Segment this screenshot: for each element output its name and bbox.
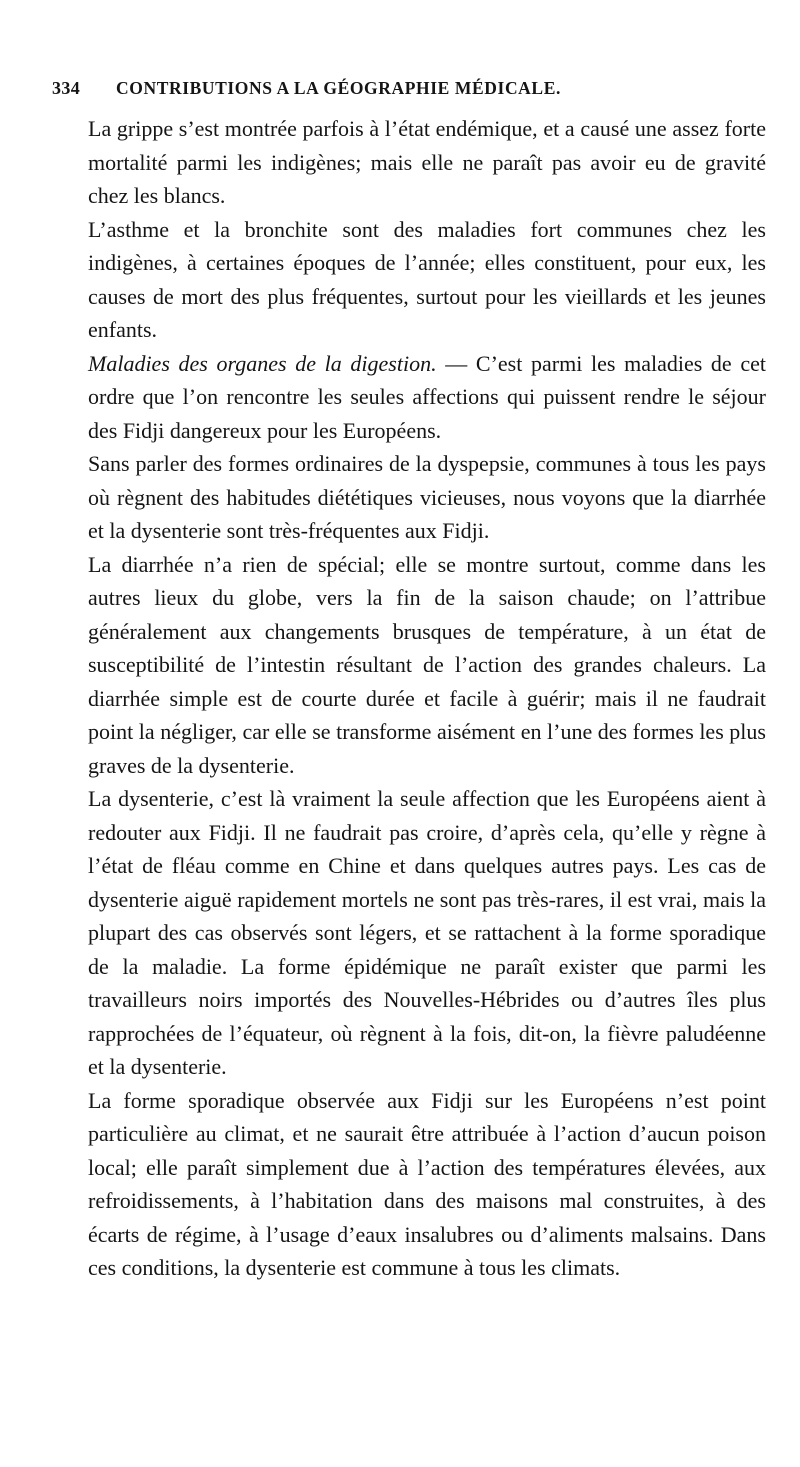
- section-heading-digestion: Maladies des organes de la digestion.: [88, 350, 437, 376]
- paragraph-forme-sporadique: La forme sporadique observée aux Fidji sur les Européens n’est point particulière au climat, et ne saurait être attribuée à l’action d’aucun poison local; elle paraît simplement due à l’action des températures élevées, aux refroidissements, à l’habitation dans des maisons mal construites, à des écarts de régime, à l’usage d’eaux insalubres ou d’aliments malsains. Dans ces conditions, la dysenterie est commune à tous les climats.: [88, 1087, 766, 1280]
- running-head: [52, 78, 766, 112]
- book-page: [52, 78, 766, 1285]
- paragraph-maladies-digestion: [88, 347, 766, 448]
- paragraph-asthme: L’asthme et la bronchite sont des maladies fort communes chez les indigènes, à certaines époques de l’année; elles constituent, pour eux, les causes de mort des plus fréquentes, surtout pour les vieillards et les jeunes enfants.: [88, 216, 766, 342]
- paragraph-dyspepsie: Sans parler des formes ordinaires de la dyspepsie, communes à tous les pays où règnent des habitudes diététiques vicieuses, nous voyons que la diarrhée et la dysenterie sont très-fréquentes aux Fidji.: [88, 451, 766, 543]
- running-title: CONTRIBUTIONS A LA GÉOGRAPHIE MÉDICALE.: [116, 78, 561, 98]
- body-text: [88, 112, 766, 1285]
- paragraph-dysenterie: La dysenterie, c’est là vraiment la seule affection que les Européens aient à redouter aux Fidji. Il ne faudrait pas croire, d’après cela, qu’elle y règne à l’état de fléau comme en Chine et dans quelques autres pays. Les cas de dysenterie aiguë rapidement mortels ne sont pas très-rares, il est vrai, mais la plupart des cas observés sont légers, et se rattachent à la forme sporadique de la maladie. La forme épidémique ne paraît exister que parmi les travailleurs noirs importés des Nouvelles-Hébrides ou d’autres îles plus rapprochées de l’équateur, où règnent à la fois, dit-on, la fièvre paludéenne et la dysenterie.: [88, 786, 766, 1079]
- page-number: 334: [52, 78, 81, 98]
- paragraph-grippe: La grippe s’est montrée parfois à l’état endémique, et a causé une assez forte mortalité parmi les indigènes; mais elle ne paraît pas avoir eu de gravité chez les blancs.: [88, 116, 766, 208]
- paragraph-diarrhee: La diarrhée n’a rien de spécial; elle se montre surtout, comme dans les autres lieux du globe, vers la fin de la saison chaude; on l’attribue généralement aux changements brusques de température, à un état de susceptibilité de l’intestin résultant de l’action des grandes chaleurs. La diarrhée simple est de courte durée et facile à guérir; mais il ne faudrait point la négliger, car elle se transforme aisément en l’une des formes les plus graves de la dysenterie.: [88, 551, 766, 778]
- paragraph-digestion-text: — C’est parmi les maladies de cet ordre que l’on rencontre les seules affections qui puissent rendre le séjour des Fidji dangereux pour les Européens.: [88, 350, 766, 443]
